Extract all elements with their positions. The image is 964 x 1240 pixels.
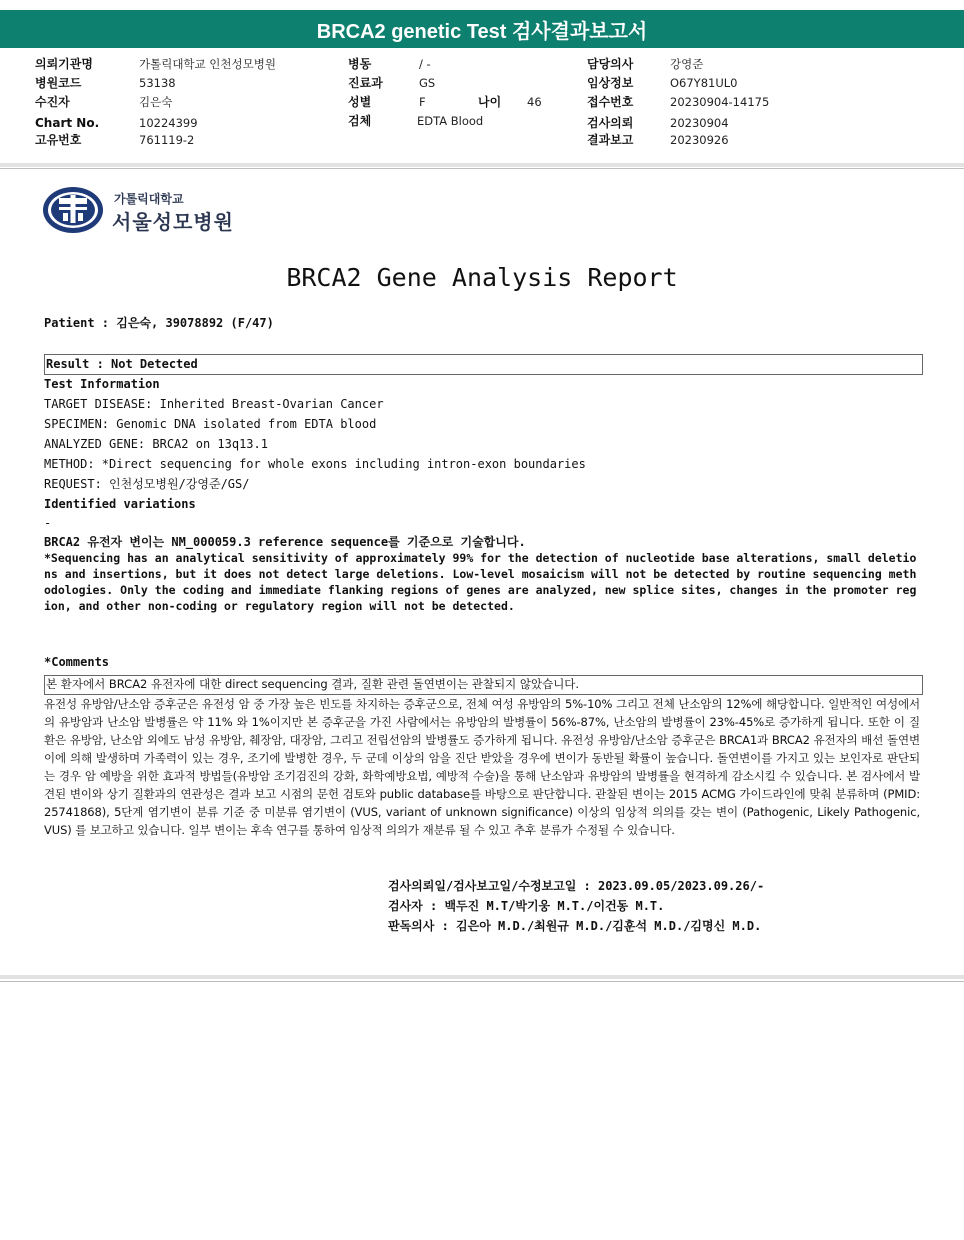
info-label-receipt-no: 접수번호 bbox=[587, 95, 634, 109]
info-label-specimen: 검체 bbox=[348, 114, 372, 128]
sensitivity-note: *Sequencing has an analytical sensitivity of approximately 99% for the detection of nucleotide base alterations, small deletions and insertions, but it does not detect large deletions. Low-level mosaicism will not be detected by routine sequencing methodologies. Only the coding and immediate flanking regions of genes are analyzed, new splice sites, changes in the promoter region, and other non-coding or regulatory region will not be detected. bbox=[44, 551, 917, 613]
specimen: SPECIMEN: Genomic DNA isolated from EDTA blood bbox=[44, 417, 377, 431]
header-separator-line bbox=[0, 168, 964, 169]
info-value-clinical-info: O67Y81UL0 bbox=[670, 76, 738, 90]
comments-heading: *Comments bbox=[44, 655, 110, 669]
info-value-ward: / - bbox=[419, 57, 431, 71]
info-value-unique-no: 761119-2 bbox=[139, 133, 195, 147]
report-header-bar bbox=[0, 10, 964, 48]
request: REQUEST: 인천성모병원/강영준/GS/ bbox=[44, 477, 250, 491]
logo-hospital-name: 서울성모병원 bbox=[112, 210, 234, 234]
info-value-physician: 강영준 bbox=[670, 57, 704, 71]
info-label-patient: 수진자 bbox=[35, 95, 70, 109]
info-value-report-date: 20230926 bbox=[670, 133, 729, 147]
identified-variations-heading: Identified variations bbox=[44, 497, 196, 511]
comment-summary: 본 환자에서 BRCA2 유전자에 대한 direct sequencing 결과, 질환 관련 돌연변이는 관찰되지 않았습니다. bbox=[46, 677, 580, 691]
identified-variations-value: - bbox=[44, 516, 52, 530]
info-label-hospital-code: 병원코드 bbox=[35, 76, 82, 90]
catholic-university-emblem-icon bbox=[42, 186, 104, 234]
info-label-chart-no: Chart No. bbox=[35, 116, 100, 130]
info-value-chart-no: 10224399 bbox=[139, 116, 198, 130]
target-disease: TARGET DISEASE: Inherited Breast-Ovarian Cancer bbox=[44, 397, 384, 411]
reference-note: BRCA2 유전자 변이는 NM_000059.3 reference sequence를 기준으로 기술합니다. bbox=[44, 535, 526, 549]
footer-separator-line bbox=[0, 981, 964, 982]
info-label-department: 진료과 bbox=[348, 76, 383, 90]
info-label-age: 나이 bbox=[478, 95, 502, 109]
info-label-clinical-info: 임상정보 bbox=[587, 76, 634, 90]
reading-physicians: 판독의사 : 김은아 M.D./최원규 M.D./김훈석 M.D./김명신 M.D. bbox=[388, 919, 762, 933]
examiners: 검사자 : 백두진 M.T/박기웅 M.T./이건동 M.T. bbox=[388, 899, 665, 913]
info-value-receipt-no: 20230904-14175 bbox=[670, 95, 770, 109]
test-info-heading: Test Information bbox=[44, 377, 160, 391]
info-label-unique-no: 고유번호 bbox=[35, 133, 82, 147]
info-label-ward: 병동 bbox=[348, 57, 372, 71]
method: METHOD: *Direct sequencing for whole exons including intron-exon boundaries bbox=[44, 457, 586, 471]
info-value-request-date: 20230904 bbox=[670, 116, 729, 130]
info-value-patient: 김은숙 bbox=[139, 95, 173, 109]
report-header-title: BRCA2 genetic Test 검사결과보고서 bbox=[316, 20, 648, 43]
info-label-physician: 담당의사 bbox=[587, 57, 634, 71]
report-dates: 검사의뢰일/검사보고일/수정보고일 : 2023.09.05/2023.09.26/- bbox=[388, 879, 765, 893]
info-label-sex: 성별 bbox=[348, 95, 372, 109]
patient-line: Patient : 김은숙, 39078892 (F/47) bbox=[44, 316, 274, 330]
analyzed-gene: ANALYZED GENE: BRCA2 on 13q13.1 bbox=[44, 437, 268, 451]
header-separator bbox=[0, 163, 964, 167]
info-value-age: 46 bbox=[527, 95, 542, 109]
info-value-hospital-code: 53138 bbox=[139, 76, 176, 90]
result-text: Result : Not Detected bbox=[46, 357, 198, 371]
footer-separator bbox=[0, 975, 964, 979]
info-value-specimen: EDTA Blood bbox=[417, 114, 484, 128]
info-value-institution: 가톨릭대학교 인천성모병원 bbox=[139, 57, 276, 71]
info-value-sex: F bbox=[419, 95, 426, 109]
info-label-report-date: 결과보고 bbox=[587, 133, 634, 147]
info-label-institution: 의뢰기관명 bbox=[35, 57, 93, 71]
logo-university-name: 가톨릭대학교 bbox=[114, 192, 184, 206]
info-value-department: GS bbox=[419, 76, 436, 90]
comment-body: 유전성 유방암/난소암 증후군은 유전성 암 중 가장 높은 빈도를 차지하는 증후군으로, 전체 여성 유방암의 5%-10% 그리고 전체 난소암의 12%에 해당합니다. 일반적인 여성에서의 유방암과 난소암 발병률은 약 11% 와 1%이지만 본 증후군을 가진 사람에서는 유방암의 발병률이 56%-87%, 난소암의 발병률이 23%-45%로 증가하게 됩니다. 또한 이 질환은 유방암, 난소암 외에도 남성 유방암, 췌장암, 대장암, 그리고 전립선암의 발병률도 증가하게 됩니다. 유전성 유방암/난소암 증후군은 BRCA1과 BRCA2 유전자의 배선 돌연변이에 의해 발생하며 가족력이 있는 경우, 조기에 발병한 경우, 두 군데 이상의 암을 진단 받았을 경우에 변이가 동반될 확률이 높습니다. 돌연변이를 가지고 있는 보인자로 판단되는 경우 암 예방을 위한 효과적 방법들(유방암 조기검진의 강화, 화학예방요법, 예방적 수술)을 통해 난소암과 유방암의 발병률을 현격하게 감소시킬 수 있습니다. 본 검사에서 발견된 변이와 상기 질환과의 연관성은 결과 보고 시점의 문헌 검토와 public database를 바탕으로 판단합니다. 관찰된 변이는 2015 ACMG 가이드라인에 맞춰 분류하며 (PMID: 25741868), 5단계 염기변이 분류 기준 중 미분류 염기변이 (VUS, variant of unknown significance) 이상의 임상적 의의를 갖는 변이 (Pathogenic, Likely Pathogenic, VUS) 를 보고하고 있습니다. 일부 변이는 후속 연구를 통하여 임상적 의의가 재분류 될 수 있고 추후 분류가 수정될 수 있습니다. bbox=[44, 697, 920, 837]
info-label-request-date: 검사의뢰 bbox=[587, 116, 634, 130]
report-title: BRCA2 Gene Analysis Report bbox=[286, 263, 678, 292]
